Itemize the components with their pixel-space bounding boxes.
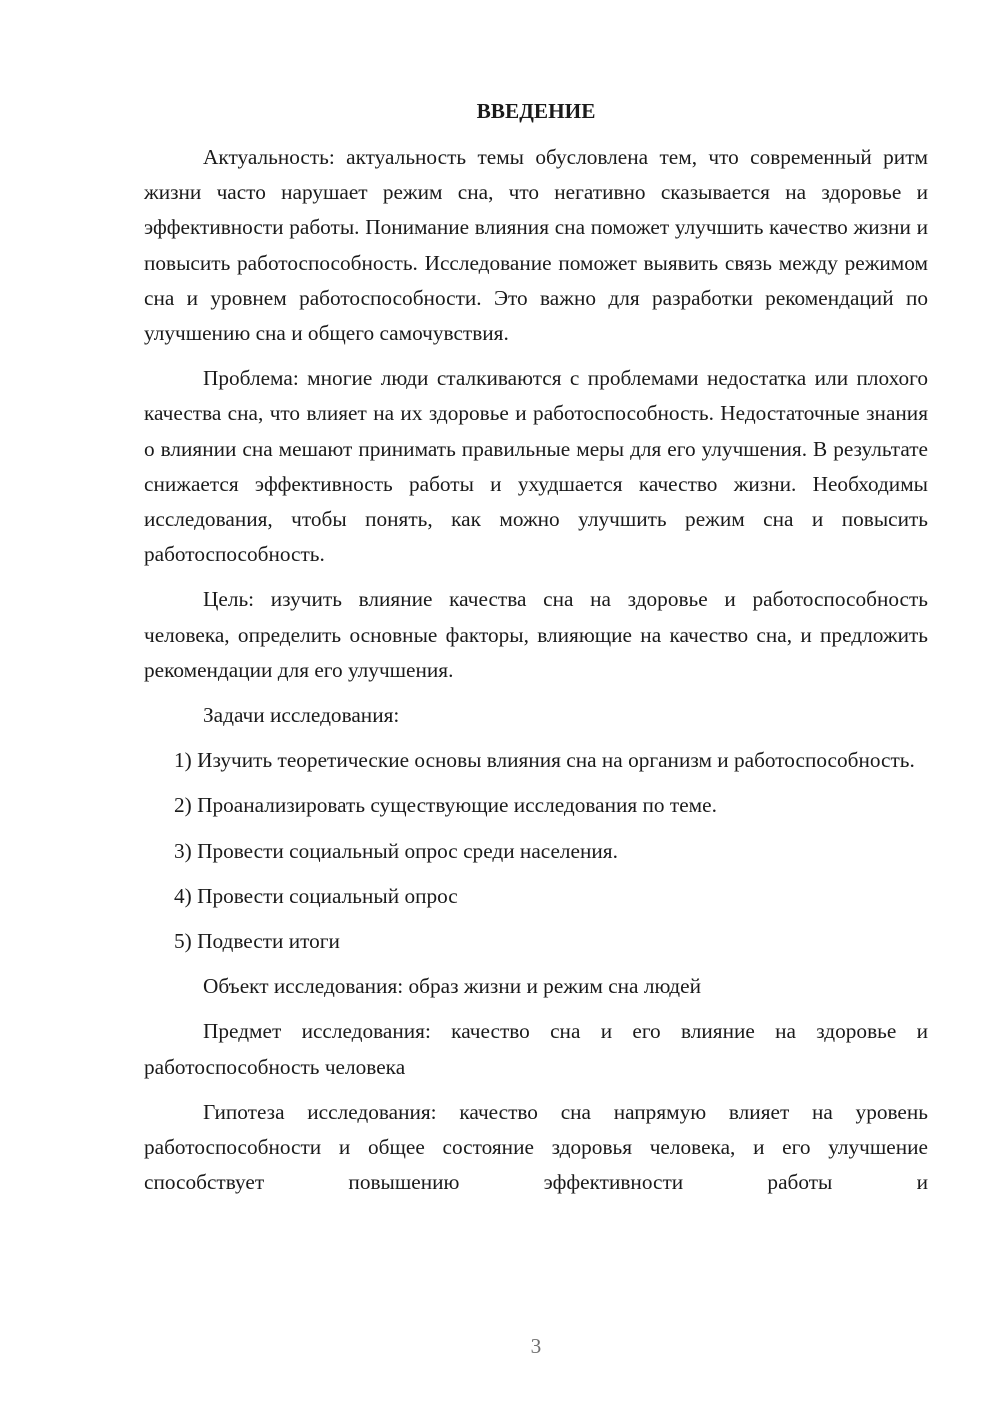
task-item-1: 1) Изучить теоретические основы влияния сна на организм и работоспособность.: [174, 748, 915, 773]
tasks-heading: Задачи исследования:: [203, 703, 400, 728]
document-page: [144, 96, 928, 1210]
paragraph-goal: Цель: изучить влияние качества сна на здоровье и работоспособность человека, определить основные факторы, влияющие на качество сна, и предложить рекомендации для его улучшения.: [144, 587, 928, 682]
task-item-2: 2) Проанализировать существующие исследования по теме.: [174, 793, 717, 818]
task-item-3: 3) Провести социальный опрос среди населения.: [174, 838, 618, 863]
task-item-5: 5) Подвести итоги: [174, 929, 340, 954]
task-item-4: 4) Провести социальный опрос: [174, 883, 458, 908]
paragraph-subject: Предмет исследования: качество сна и его влияние на здоровье и работоспособность человека: [144, 1019, 928, 1079]
page-title: ВВЕДЕНИЕ: [476, 99, 596, 123]
page-number: 3: [530, 1334, 542, 1358]
paragraph-hypothesis: Гипотеза исследования: качество сна напрямую влияет на уровень работоспособности и общее состояние здоровья человека, и его улучшение способствует повышению эффективности работы и: [144, 1099, 928, 1195]
paragraph-problem: Проблема: многие люди сталкиваются с проблемами недостатка или плохого качества сна, что влияет на их здоровье и работоспособность. Недостаточные знания о влиянии сна мешают принимать правильные меры для его улучшения. В результате снижается эффективность работы и ухудшается качество жизни. Необходимы исследования, чтобы понять, как можно улучшить режим сна и повысить работоспособность.: [144, 366, 928, 567]
paragraph-relevance: Актуальность: актуальность темы обусловлена тем, что современный ритм жизни часто нарушает режим сна, что негативно сказывается на здоровье и эффективности работы. Понимание влияния сна поможет улучшить качество жизни и повысить работоспособность. Исследование поможет выявить связь между режимом сна и уровнем работоспособности. Это важно для разработки рекомендаций по улучшению сна и общего самочувствия.: [144, 145, 928, 346]
paragraph-object: Объект исследования: образ жизни и режим сна людей: [203, 974, 701, 999]
